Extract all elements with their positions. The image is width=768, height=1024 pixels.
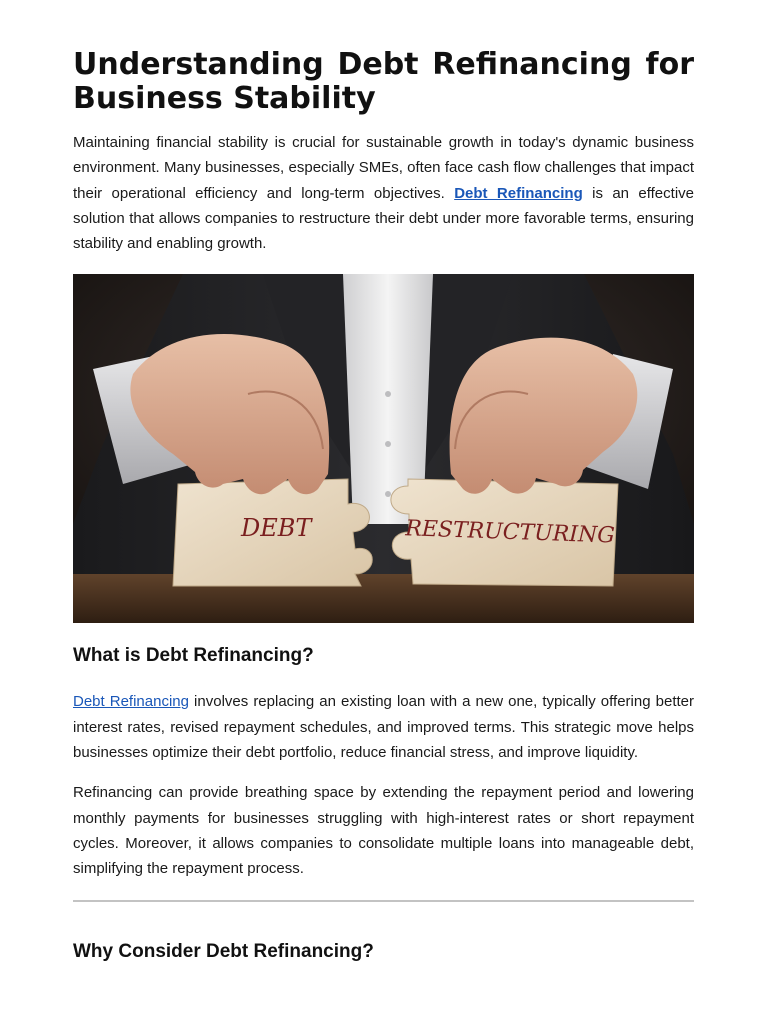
section1-paragraph-1 bbox=[73, 689, 694, 765]
article bbox=[73, 0, 694, 964]
section-heading-why-consider: Why Consider Debt Refinancing? bbox=[73, 940, 374, 962]
section-divider bbox=[73, 900, 694, 902]
intro-text-before-link: Maintaining financial stability is crucial for sustainable growth in today's dynamic business environment. Many businesses, especially SMEs, often face cash flow challenges that impact their operational efficiency and long-term objectives. bbox=[73, 134, 694, 202]
debt-refinancing-link-2[interactable]: Debt Refinancing bbox=[73, 693, 189, 711]
puzzle-left-label: DEBT bbox=[241, 514, 312, 543]
intro-paragraph bbox=[73, 130, 694, 256]
debt-refinancing-link[interactable]: Debt Refinancing bbox=[454, 184, 583, 202]
page-title: Understanding Debt Refinancing for Business Stability bbox=[73, 47, 694, 116]
intro-text-after-link: is an effective solution that allows companies to restructure their debt under more favorable terms, ensuring stability and enabling growth. bbox=[73, 184, 694, 253]
puzzle-illustration bbox=[73, 274, 694, 623]
hero-image-puzzle bbox=[73, 274, 694, 623]
section1-paragraph-2: Refinancing can provide breathing space by extending the repayment period and lowering monthly payments for businesses struggling with high-interest rates or short repayment cycles. Moreover, it allows companies to consolidate multiple loans into manageable debt, simplifying the repayment process. bbox=[73, 784, 694, 878]
puzzle-right-label: RESTRUCTURING bbox=[404, 516, 616, 550]
section-heading-what-is: What is Debt Refinancing? bbox=[73, 645, 314, 667]
section1-p1-text: involves replacing an existing loan with a new one, typically offering better interest rates, revised repayment schedules, and improved terms. This strategic move helps businesses optimize their debt portfolio, reduce financial stress, and improve liquidity. bbox=[73, 693, 694, 762]
